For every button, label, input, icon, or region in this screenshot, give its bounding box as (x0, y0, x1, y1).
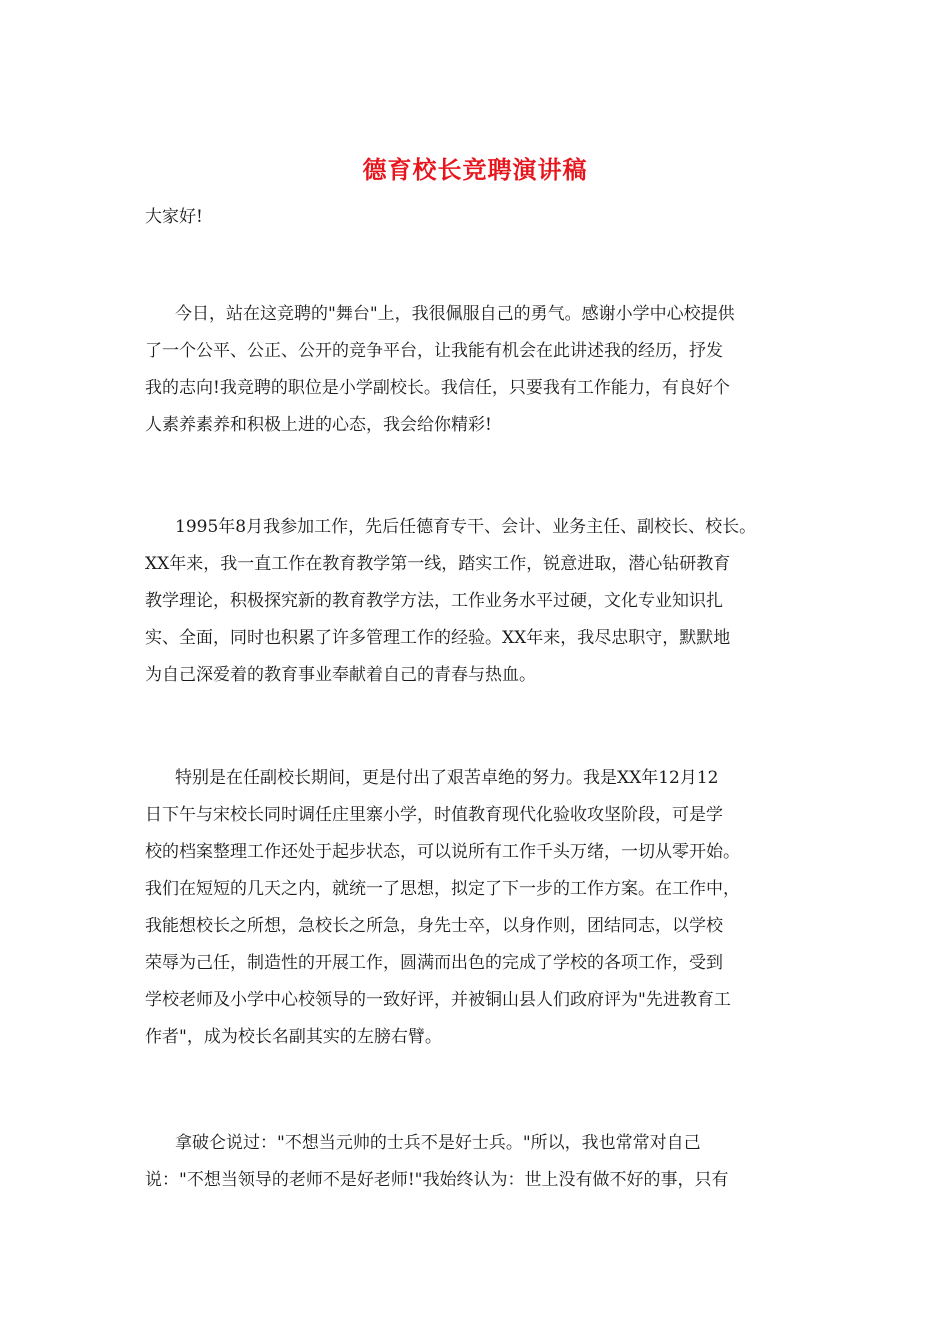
paragraph-2 (145, 509, 835, 694)
paragraph-4 (145, 1125, 835, 1199)
paragraph-line: XX年来，我一直工作在教育教学第一线，踏实工作，锐意进取，潜心钻研教育 (145, 554, 731, 574)
paragraph-line: 实、全面，同时也积累了许多管理工作的经验。XX年来，我尽忠职守，默默地 (145, 628, 731, 648)
paragraph-line: 作者"，成为校长名副其实的左膀右臂。 (145, 1027, 442, 1047)
paragraph-line: 我的志向!我竞聘的职位是小学副校长。我信任，只要我有工作能力，有良好个 (145, 378, 730, 398)
paragraph-line: 校的档案整理工作还处于起步状态，可以说所有工作千头万绪，一切从零开始。 (145, 842, 740, 862)
paragraph-1 (145, 296, 835, 444)
paragraph-line: 拿破仑说过："不想当元帅的士兵不是好士兵。"所以，我也常常对自己 (175, 1133, 701, 1153)
paragraph-line: 日下午与宋校长同时调任庄里寨小学，时值教育现代化验收攻坚阶段，可是学 (145, 805, 723, 825)
paragraph-3 (145, 760, 835, 1056)
paragraph-line: 我们在短短的几天之内，就统一了思想，拟定了下一步的工作方案。在工作中， (145, 879, 740, 899)
paragraph-line: 人素养素养和积极上进的心态，我会给你精彩! (145, 415, 492, 435)
paragraph-line: 荣辱为己任，制造性的开展工作，圆满而出色的完成了学校的各项工作，受到 (145, 953, 723, 973)
paragraph-line: 学校老师及小学中心校领导的一致好评，并被铜山县人们政府评为"先进教育工 (145, 990, 731, 1010)
greeting-text: 大家好! (145, 207, 203, 227)
paragraph-line: 特别是在任副校长期间，更是付出了艰苦卓绝的努力。我是XX年12月12 (175, 768, 719, 788)
paragraph-line: 1995年8月我参加工作，先后任德育专干、会计、业务主任、副校长、校长。 (175, 517, 757, 537)
paragraph-line: 我能想校长之所想，急校长之所急，身先士卒，以身作则，团结同志，以学校 (145, 916, 723, 936)
paragraph-line: 教学理论，积极探究新的教育教学方法，工作业务水平过硬，文化专业知识扎 (145, 591, 723, 611)
paragraph-line: 说："不想当领导的老师不是好老师!"我始终认为：世上没有做不好的事，只有 (145, 1170, 729, 1190)
paragraph-line: 今日，站在这竞聘的"舞台"上，我很佩服自己的勇气。感谢小学中心校提供 (175, 304, 735, 324)
document-title: 德育校长竞聘演讲稿 (362, 155, 588, 184)
paragraph-line: 为自己深爱着的教育事业奉献着自己的青春与热血。 (145, 665, 536, 685)
paragraph-line: 了一个公平、公正、公开的竞争平台，让我能有机会在此讲述我的经历，抒发 (145, 341, 723, 361)
